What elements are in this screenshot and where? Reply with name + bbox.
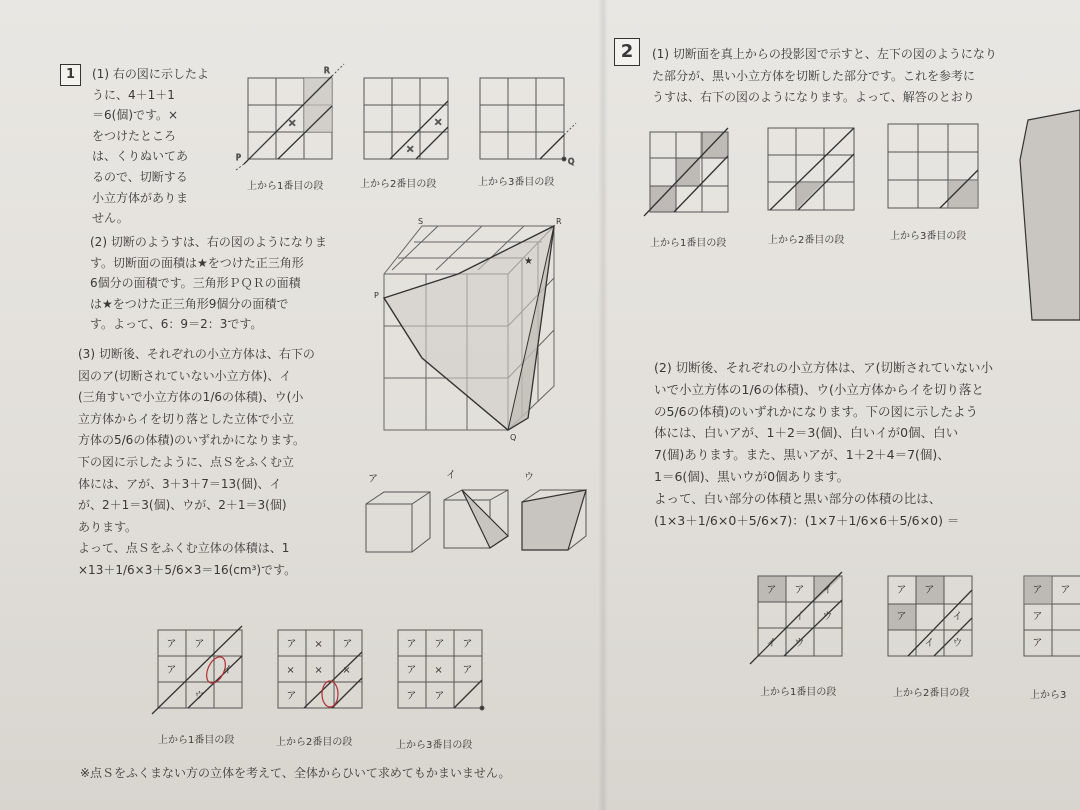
text-line: す。切断面の面積は★をつけた正三角形	[90, 255, 304, 270]
left-bottom-caption-1: 上から1番目の段	[158, 735, 235, 746]
text-line: うすは、右下の図のようになります。よって、解答のとおり	[652, 90, 975, 104]
grid-cell-label: ア	[462, 664, 473, 676]
label-p: P	[374, 291, 379, 300]
grid-cell-label: ウ	[822, 611, 833, 623]
grid-cell-label: ウ	[952, 638, 963, 650]
grid-cell-label: ア	[406, 638, 417, 650]
grid-cell-label: ア	[1060, 585, 1071, 597]
left-bottom-caption-3: 上から3番目の段	[396, 740, 473, 751]
grid-cell-label: ア	[286, 690, 297, 702]
grid-cell-label: ア	[1032, 611, 1043, 623]
cube-cross-section-diagram	[374, 217, 568, 458]
right-top-grids	[640, 120, 1080, 230]
svg-text:Q: Q	[568, 157, 575, 166]
right-bottom-caption-2: 上から2番目の段	[893, 688, 970, 699]
problem-number-1: 1	[60, 64, 81, 86]
text-line: (2) 切断後、それぞれの小立方体は、ア(切断されていない小	[654, 360, 994, 375]
text-line: 6個分の面積です。三角形ＰＱＲの面積	[90, 276, 301, 290]
left-bottom-caption-2: 上から2番目の段	[276, 737, 353, 748]
grid-cell-label: ア	[794, 585, 805, 597]
text-line: (2) 切断のようすは、右の図のようになりま	[90, 235, 327, 249]
solid-label-u: ウ	[524, 472, 534, 483]
text-line: 7(個)あります。また、黒いアが、1＋2＋4＝7(個)、	[654, 447, 950, 463]
svg-text:×: ×	[406, 144, 415, 155]
text-line: が、2＋1＝3(個)、ウが、2＋1＝3(個)	[78, 498, 287, 513]
text-line: (1) 右の図に示したよ	[92, 67, 209, 81]
label-r: R	[556, 217, 562, 226]
grid-cell-label: ア	[462, 638, 473, 650]
text-line: (1) 切断面を真上からの投影図で示すと、左下の図のようになり	[652, 47, 997, 61]
text-line: は、くりぬいてあ	[92, 149, 189, 164]
left-top-caption-1: 上から1番目の段	[247, 181, 324, 192]
grid-cell-label: ×	[434, 664, 443, 676]
solid-label-a: ア	[368, 474, 378, 485]
solid-label-i: イ	[446, 470, 456, 481]
left-top-grids	[236, 66, 600, 178]
right-top-caption-2: 上から2番目の段	[768, 235, 845, 246]
text-line: 下の図に示したように、点Ｓをふくむ立	[78, 455, 295, 469]
grid-cell-label: イ	[766, 638, 777, 650]
text-line: の5/6の体積)のいずれかになります。下の図に示したよう	[654, 403, 978, 419]
left-bottom-grids	[148, 620, 508, 730]
footnote: ※点Ｓをふくまない方の立体を考えて、全体からひいて求めてもかまいません。	[80, 766, 511, 780]
label-q: Q	[510, 433, 517, 442]
text-line: 体には、白いアが、1＋2＝3(個)、白いイが0個、白い	[654, 425, 959, 441]
grid-cell-label: イ	[952, 611, 963, 623]
grid-cell-label: ア	[286, 638, 297, 650]
text-line: いで小立方体の1/6の体積)、ウ(小立方体からイを切り落と	[654, 381, 984, 397]
text-line: をつけたところ	[92, 128, 177, 143]
grid-cell-label: ア	[1032, 638, 1043, 650]
text-line: 図のア(切断されていない小立方体)、イ	[78, 368, 292, 383]
text-line: うに、4＋1＋1	[92, 87, 175, 102]
right-top-caption-1: 上から1番目の段	[650, 238, 727, 249]
text-line: よって、点Ｓをふくむ立体の体積は、1	[78, 541, 290, 556]
text-line: た部分が、黒い小立方体を切断した部分です。これを参考に	[652, 68, 976, 83]
text-line: あります。	[78, 519, 138, 534]
solid-types	[364, 470, 594, 560]
grid-cell-label: ア	[896, 611, 907, 623]
text-line: 立方体からイを切り落とした立体で小立	[78, 411, 295, 426]
grid-cell-label: ア	[896, 585, 907, 597]
grid-cell-label: ア	[1032, 585, 1043, 597]
grid-cell-label: イ	[794, 611, 805, 623]
text-line: は★をつけた正三角形9個分の面積で	[90, 296, 289, 311]
text-line: (3) 切断後、それぞれの小立方体は、右下の	[78, 347, 315, 361]
svg-text:×: ×	[434, 117, 443, 128]
star-mark: ★	[524, 256, 533, 267]
grid-cell-label: ア	[166, 664, 177, 676]
grid-cell-label: ア	[766, 585, 777, 597]
grid-cell-label: ア	[924, 585, 935, 597]
grid-cell-label: ア	[342, 638, 353, 650]
grid-cell-label: イ	[924, 638, 935, 650]
grid-cell-label: ア	[434, 638, 445, 650]
svg-text:R: R	[324, 66, 330, 75]
grid-cell-label: ×	[286, 664, 295, 676]
right-bottom-caption-3: 上から3	[1030, 690, 1067, 701]
text-line: す。よって、6：9＝2：3です。	[90, 317, 263, 331]
text-line: 小立方体がありま	[92, 190, 189, 205]
text-line: 方体の5/6の体積)のいずれかになります。	[78, 433, 306, 448]
grid-cell-label: イ	[822, 585, 833, 597]
grid-cell-label: ア	[194, 638, 205, 650]
grid-cell-label: ×	[314, 638, 323, 650]
text-line: 1＝6(個)、黒いウが0個あります。	[654, 469, 850, 484]
grid-level-1	[236, 64, 344, 170]
text-line: ×13＋1/6×3＋5/6×3＝16(cm³)です。	[78, 563, 297, 577]
right-bottom-caption-1: 上から1番目の段	[760, 687, 837, 698]
grid-cell-label: イ	[222, 664, 233, 676]
right-bottom-grids	[748, 566, 1080, 676]
grid-cell-label: ア	[166, 638, 177, 650]
left-top-caption-2: 上から2番目の段	[360, 179, 437, 190]
grid-cell-label: ×	[314, 664, 323, 676]
svg-text:P: P	[236, 153, 241, 162]
grid-cell-label: ×	[342, 664, 351, 676]
grid-level-2	[364, 78, 448, 159]
left-top-caption-3: 上から3番目の段	[478, 177, 555, 188]
text-line: よって、白い部分の体積と黒い部分の体積の比は、	[654, 490, 942, 506]
right-top-caption-3: 上から3番目の段	[890, 231, 967, 242]
grid-level-3	[480, 78, 576, 166]
text-line: せん。	[92, 211, 129, 226]
label-s: S	[418, 217, 424, 226]
grid-cell-label: ア	[406, 690, 417, 702]
text-line: ＝6(個)です。×	[92, 108, 179, 123]
svg-text:×: ×	[288, 118, 297, 129]
grid-cell-label: ウ	[794, 638, 805, 650]
grid-cell-label: ア	[434, 690, 445, 702]
problem-number-2: 2	[614, 38, 640, 66]
text-line: (1×3＋1/6×0＋5/6×7)：(1×7＋1/6×6＋5/6×0) ＝	[654, 512, 960, 528]
text-line: るので、切断する	[92, 170, 188, 184]
text-line: 体には、アが、3＋3＋7＝13(個)、イ	[78, 476, 282, 491]
grid-cell-label: ウ	[194, 690, 205, 702]
text-line: (三角すいで小立方体の1/6の体積)、ウ(小	[78, 390, 304, 405]
grid-cell-label: ア	[406, 664, 417, 676]
